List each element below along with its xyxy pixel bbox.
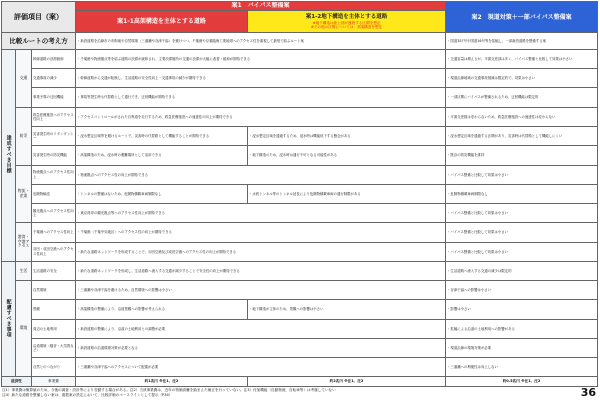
plan-1-cell: ・千葉港や物流拠点等を結ぶ道路の渋滞が緩和され、主要渋滞箇所の交通の渋滞が大幅に改善・緩和が期待できる xyxy=(76,49,446,68)
eval-item: 観光拠点へのアクセス性向上 xyxy=(32,204,76,223)
subgroup-logistics: 物流・産業 xyxy=(16,165,32,223)
table-row xyxy=(2,69,598,88)
eval-item: 災害発生時のリダンダンシー xyxy=(32,127,76,146)
plan-1-2-title: 案1-2地下構造を主体とする道路 xyxy=(305,14,388,20)
plan-2-cell: ・現道沿線の環境対策が必要 xyxy=(446,338,598,357)
concept-plan-2: ・国道357号や国道16号等を拡幅し、一部新設道路を整備する案 xyxy=(446,33,598,50)
cost-row xyxy=(2,377,598,387)
concept-label: 比較ルートの考え方 xyxy=(2,33,76,50)
table-row xyxy=(2,165,598,184)
cost-label: 事業費 xyxy=(32,377,76,387)
subgroup-disaster: 防災 xyxy=(16,107,32,165)
table-row xyxy=(2,49,598,68)
plan-1-cell: ・新たな道路ネットワークを形成し、生活道路へ流入する交通が減少することで安全性の向上が期待できる xyxy=(76,261,446,280)
plan-2-cell: ・現道沿線地域の交通事故削減は限定的で、効果は小さい xyxy=(446,69,598,88)
plan-1-2-header xyxy=(248,10,446,33)
eval-item: 羽田・成田空港へのアクセス性向上 xyxy=(32,242,76,261)
bypass-group-header: 案1 バイパス整備案 xyxy=(76,2,446,11)
eval-item: 自然とのつながり xyxy=(32,358,76,377)
plan-1-1-cell: ・浸水想定区域等を避けるルートで、災害時の代替路として機能することが期待できる xyxy=(76,127,248,146)
plan-1-cell: ・新設道路の整備により、沿道の土地利用との調整が必要 xyxy=(76,319,446,338)
page-number: 36 xyxy=(580,386,596,399)
table-row xyxy=(2,107,598,126)
plan-1-cell: ・物流拠点へのアクセス性の向上が期待できる xyxy=(76,165,446,184)
plan-2-cell: ・谷津干潟への影響は小さい xyxy=(446,281,598,300)
footer-note-1: 注1）事業費は概算値のため、今後の調査・設計等により変動する場合がある。注2）当該事業費は、近年の物価高騰を踏まえた補正を行っていない。注3）付加機能（自動物流、自転車等）は考慮していない xyxy=(2,388,336,392)
plan-1-cell: ・三番瀬や谷津干潟を避けるため、自然環境への影響は小さい xyxy=(76,281,446,300)
plan-2-cell: ・拡幅による沿道の土地利用への影響がある xyxy=(446,319,598,338)
plan-1-cell: ・事故等発生時も代替路として通行でき、迂回機能が期待できる xyxy=(76,88,446,107)
plan-2-cell: ・バイパス整備と比較して効果は小さい xyxy=(446,204,598,223)
plan-2-cell: ・既存の防災機能を維持 xyxy=(446,146,598,165)
eval-item: 周辺の土地利用 xyxy=(32,319,76,338)
table-row xyxy=(2,223,598,242)
plan-1-1-cell: ・トンネルの整備はないため、危険物積載車両制限なし xyxy=(76,184,248,203)
cost-group: 経済性 xyxy=(2,377,32,387)
plan-2-cell: ・生活道路へ流入する交通の減少は限定的 xyxy=(446,261,598,280)
evaluation-table xyxy=(1,1,598,387)
plan-2-cell: ・危険物積載車両制限なし xyxy=(446,184,598,203)
footer-notes xyxy=(2,388,562,397)
footer-note-2: 注4）新たな道路を整備しない案は、複数案の設定において、比較評価のベースラインとして提示（P34） xyxy=(2,392,173,397)
table-row xyxy=(2,338,598,357)
eval-item: 幹線道路の渋滞緩和 xyxy=(32,49,76,68)
cost-plan-2: 約0.5兆円 ※注1、注2 xyxy=(446,377,598,387)
plan-1-2-cell: ・水底トンネル等のトンネル延長により危険物積載車両の通行制限がある xyxy=(248,184,446,203)
cost-plan-1-2: 約2兆円 ※注1、注2 xyxy=(248,377,446,387)
table-row xyxy=(2,300,598,319)
group-label: 達成すべき目標 xyxy=(5,135,12,174)
table-row xyxy=(2,204,598,223)
table-row xyxy=(2,127,598,146)
table-row xyxy=(2,319,598,338)
table-row xyxy=(2,261,598,280)
plan-2-cell: ・交通容量は増えるが、平面交差部は多く、バイパス整備と比較して効果は小さい xyxy=(446,49,598,68)
eval-item: 生活道路の安全 xyxy=(32,261,76,280)
table-row xyxy=(2,146,598,165)
plan-1-cell: ・新設道路の沿道環境対策が必要となる xyxy=(76,338,446,357)
plan-2-cell: ・バイパス整備と比較して効果は小さい xyxy=(446,223,598,242)
plan-2-cell: ・影響は小さい xyxy=(446,300,598,319)
plan-2-cell: ・バイパス整備と比較して効果は小さい xyxy=(446,242,598,261)
subgroup-port: 港湾・空港アクセス xyxy=(16,223,32,262)
plan-2-cell: ・一部区間にバイパスが整備されるため、迂回機能は限定的 xyxy=(446,88,598,107)
eval-item: 沿道環境（騒音・大気質など） xyxy=(32,338,76,357)
plan-1-cell: ・アクセスコントロールがされた自専道を走行するため、救急医療施設への速達性の向上が期待できる xyxy=(76,107,446,126)
group-achieve xyxy=(2,49,16,261)
plan-1-2-cell: ・地下構造のため、浸水時は通行不可となる可能性がある xyxy=(248,146,446,165)
cost-plan-1-1: 約1兆円 ※注1、注2 xyxy=(76,377,248,387)
eval-item: 交通事故の減少 xyxy=(32,69,76,88)
plan-1-1-header: 案1-1高架構造を主体とする道路 xyxy=(76,10,248,33)
plan-1-2-note-2: ※その他の区間については、高架構造を想定 xyxy=(310,24,383,29)
plan-1-cell: ・新たな道路ネットワークを形成することで、羽田空港及び成田空港へのアクセス性の向上が期待できる xyxy=(76,242,446,261)
eval-item: 自然環境 xyxy=(32,281,76,300)
group-consider xyxy=(2,261,16,377)
eval-item: 救急医療施設へのアクセス性向上 xyxy=(32,107,76,126)
concept-plan-1: ・新設道路を沿線市の市街地や自然環境（三番瀬や谷津干潟）を避けつつ、千葉港や京葉臨海工業地帯へのアクセス性を重視して最短で結ぶルート案 xyxy=(76,33,446,50)
plan-2-cell: ・バイパス整備と比較して効果は小さい xyxy=(446,165,598,184)
subgroup-environment: 環境 xyxy=(16,281,32,377)
plan-1-2-cell: ・浸水想定区域を通過するため、浸水時は機能低下する懸念がある xyxy=(248,127,446,146)
plan-1-2-cell: ・地下構造が主体のため、景観への影響は小さい xyxy=(248,300,446,319)
subgroup-traffic: 交通 xyxy=(16,49,32,107)
plan-2-cell: ・平面交差数は変わらないため、救急医療施設への速達性は変わらない xyxy=(446,107,598,126)
table-row xyxy=(2,358,598,377)
eval-item: 事業予算の迂回機能 xyxy=(32,88,76,107)
eval-item: 物流拠点へのアクセス性向上 xyxy=(32,165,76,184)
table-row xyxy=(2,281,598,300)
eval-item-header: 評価項目（案） xyxy=(2,2,76,33)
plan-2-header: 案2 現道対策＋一部バイパス整備案 xyxy=(446,2,598,33)
table-row xyxy=(2,184,598,203)
plan-1-2-note-1: ※地下構造は陸上部が連続する区間を想定 xyxy=(312,20,381,25)
plan-1-cell: ・東京湾岸の観光拠点等へのアクセス性向上が期待できる xyxy=(76,204,446,223)
eval-item: 災害発生時の防災機能 xyxy=(32,146,76,165)
plan-1-cell: ・幹線道路から交通が転換し、生活道路の安全性向上・交通事故の減少が期待できる xyxy=(76,69,446,88)
plan-1-1-cell: ・高架構造のため、浸水時の避難場所として活用できる xyxy=(76,146,248,165)
eval-item: 危険物輸送 xyxy=(32,184,76,203)
table-row xyxy=(2,88,598,107)
plan-1-cell: ・千葉港（千葉中央地区）へのアクセス性の向上が期待できる xyxy=(76,223,446,242)
table-row xyxy=(2,242,598,261)
plan-2-cell: ・浸水想定区域を通過する区間があり、災害時は代替路として機能しにくい xyxy=(446,127,598,146)
plan-1-1-cell: ・高架構造の整備により、沿道景観への影響が考えられる xyxy=(76,300,248,319)
plan-1-cell: ・三番瀬や谷津干潟へのアクセスについて配慮が必要 xyxy=(76,358,446,377)
eval-item: 景観 xyxy=(32,300,76,319)
eval-item: 千葉港へのアクセス性向上 xyxy=(32,223,76,242)
plan-2-cell: ・三番瀬への利便性は向上しない xyxy=(446,358,598,377)
group-label: 配慮すべき事項 xyxy=(5,298,12,338)
subgroup-life: 生活 xyxy=(16,261,32,280)
